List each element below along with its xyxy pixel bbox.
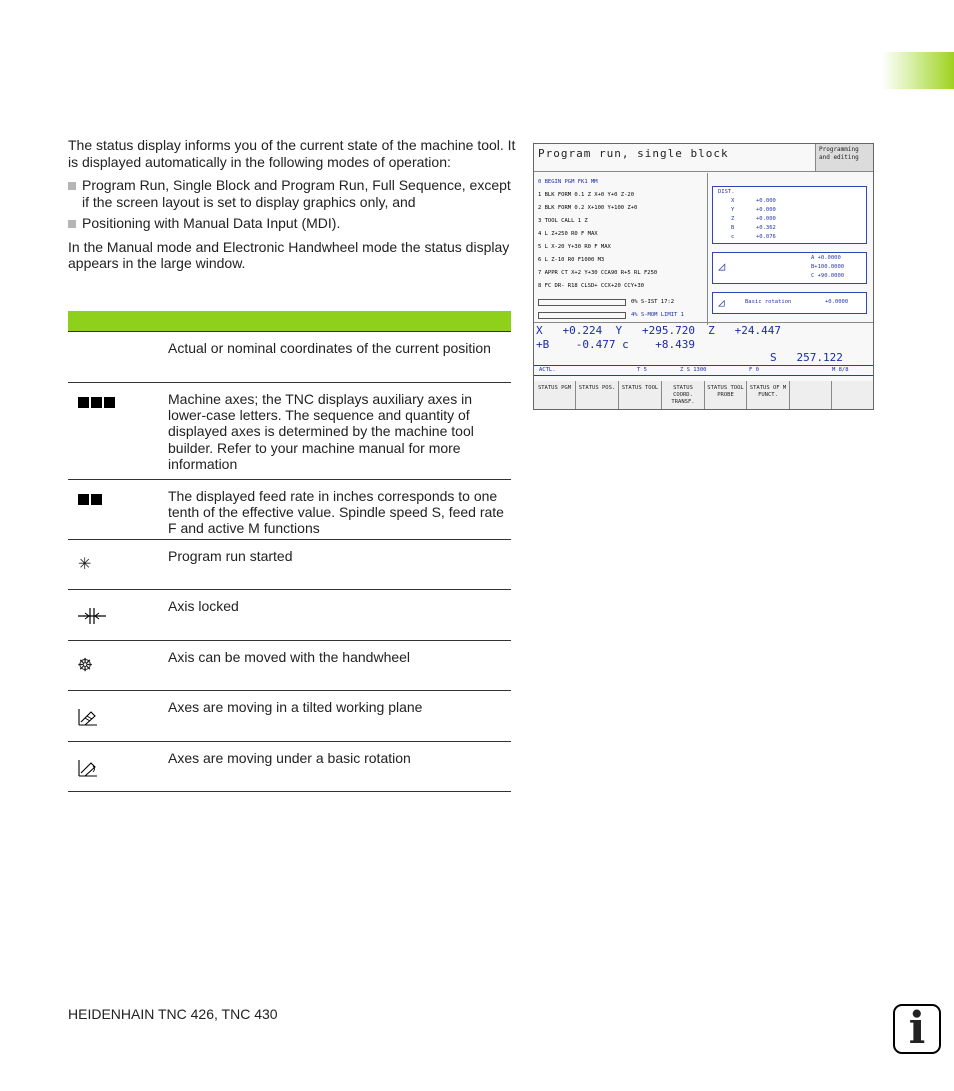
position-line-2: +B -0.477 c +8.439 (536, 338, 695, 351)
footer-text: HEIDENHAIN TNC 426, TNC 430 (68, 1006, 278, 1022)
m-functions: M 8/8 (832, 367, 849, 373)
info-icon: i (893, 1004, 941, 1054)
legend-row (68, 332, 511, 383)
axis-locked-icon (77, 606, 107, 626)
dist-value: +0.000 (756, 216, 776, 222)
program-line: 4 L Z+250 R0 F MAX (538, 231, 598, 237)
tnc-screen (533, 143, 874, 410)
dist-value: +0.000 (756, 198, 776, 204)
dist-value: +0.076 (756, 234, 776, 240)
secondary-mode: Programming and editing (815, 144, 874, 172)
intro-text (68, 137, 518, 272)
legend-text: Axis can be moved with the handwheel (168, 641, 511, 691)
legend-text: Machine axes; the TNC displays auxiliary axes in lower-case letters. The sequence and quantity of displayed axes is determined by the machine tool builder. Refer to your machine manual for more information (168, 383, 511, 480)
program-line: 5 L X-20 Y+30 R0 F MAX (538, 244, 611, 250)
status-bar (534, 365, 873, 376)
basic-rotation-icon: ◿ (718, 296, 725, 309)
override-bar-label: 4% S-MOM LIMIT 1 (631, 312, 684, 318)
program-line: 2 BLK FORM 0.2 X+100 Y+100 Z+0 (538, 205, 638, 211)
legend-icon-cell (68, 332, 168, 383)
tilt-box (712, 252, 867, 284)
tilt-value: C +90.0000 (811, 273, 845, 279)
dist-axis: X (731, 198, 735, 204)
legend-row (68, 742, 511, 792)
spindle-bar (538, 299, 626, 306)
softkey-status-m[interactable]: STATUS OF M FUNCT. (747, 381, 790, 410)
legend-row (68, 590, 511, 641)
program-line: 0 BEGIN PGM FK1 MM (538, 179, 598, 185)
program-started-icon: ✳ (78, 556, 92, 573)
spindle-bar-label: 0% S-IST 17:2 (631, 299, 675, 305)
softkey-status-probe[interactable]: STATUS TOOL PROBE (705, 381, 747, 410)
basic-rotation-label: Basic rotation (745, 299, 792, 305)
program-line: 3 TOOL CALL 1 Z (538, 218, 588, 224)
softkey-status-pos[interactable]: STATUS POS. (576, 381, 619, 410)
softkey-empty[interactable] (832, 381, 874, 410)
softkey-status-pgm[interactable]: STATUS PGM (534, 381, 576, 410)
program-listing (534, 173, 708, 325)
dist-value: +0.362 (756, 225, 776, 231)
tilt-value: B+100.0000 (811, 264, 845, 270)
feed-rate-icon (78, 492, 104, 508)
softkey-status-tool[interactable]: STATUS TOOL (619, 381, 662, 410)
basic-rotation-value: +0.0000 (825, 299, 849, 305)
legend-text: Program run started (168, 540, 511, 590)
intro-paragraph: The status display informs you of the current state of the machine tool. It is displayed automatically in the following modes of operation: (68, 137, 516, 170)
operating-mode-title: Program run, single block (534, 144, 815, 172)
dist-axis: B (731, 225, 735, 231)
bullet-item: Program Run, Single Block and Program Run, Full Sequence, except if the screen layout is set to display graphics only, and (68, 177, 518, 210)
bullet-item: Positioning with Manual Data Input (MDI). (68, 215, 518, 232)
override-bar (538, 312, 626, 319)
legend-text: Axis locked (168, 590, 511, 641)
handwheel-icon: ☸ (77, 655, 94, 675)
program-line: 6 L Z-10 R0 F1000 M3 (538, 257, 605, 263)
basic-rotation-icon (77, 758, 99, 778)
legend-text: Axes are moving in a tilted working plane (168, 691, 511, 742)
softkey-empty[interactable] (790, 381, 832, 410)
dist-axis: c (731, 234, 735, 240)
tilted-plane-icon: ◿ (718, 259, 726, 273)
tilted-plane-icon (77, 707, 99, 727)
basic-rotation-box (712, 292, 867, 314)
program-line: 1 BLK FORM 0.1 Z X+0 Y+0 Z-20 (538, 192, 635, 198)
legend-text: Axes are moving under a basic rotation (168, 742, 511, 792)
feed-info: F 0 (749, 367, 759, 373)
legend-text: The displayed feed rate in inches corresponds to one tenth of the effective value. Spindle speed S, feed rate F and active M functions (168, 480, 511, 540)
legend-row (68, 540, 511, 590)
spindle-speed: S 257.122 (770, 351, 843, 364)
distance-box (712, 186, 867, 244)
softkey-status-coord[interactable]: STATUS COORD. TRANSF. (662, 381, 705, 410)
chapter-tab (882, 52, 954, 89)
dist-value: +0.000 (756, 207, 776, 213)
status-legend-table (68, 311, 511, 792)
tilt-value: A +0.0000 (811, 255, 841, 261)
tool-number: T 5 (637, 367, 647, 373)
legend-row (68, 383, 511, 480)
program-line: 7 APPR CT X+2 Y+30 CCA90 R+5 RL F250 (538, 270, 658, 276)
program-line: 8 FC DR- R18 CLSD+ CCX+20 CCY+30 (538, 283, 644, 289)
legend-row (68, 480, 511, 540)
actl-label: ACTL. (539, 367, 556, 373)
dist-axis: Z (731, 216, 735, 222)
machine-axes-icon (78, 395, 117, 411)
legend-row (68, 641, 511, 691)
spindle-info: Z S 1300 (680, 367, 707, 373)
legend-header (68, 311, 511, 332)
legend-text: Actual or nominal coordinates of the current position (168, 332, 511, 383)
legend-row (68, 691, 511, 742)
position-line-1: X +0.224 Y +295.720 Z +24.447 (536, 324, 782, 337)
dist-label: DIST. (718, 189, 735, 195)
intro-paragraph: In the Manual mode and Electronic Handwheel mode the status display appears in the large window. (68, 238, 510, 271)
dist-axis: Y (731, 207, 735, 213)
